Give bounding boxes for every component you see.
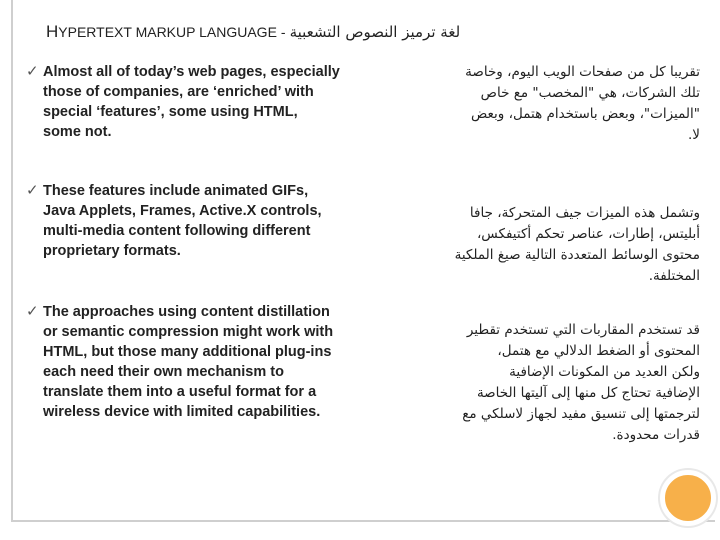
- slide-frame-left: [11, 0, 13, 520]
- decorative-circle: [660, 470, 716, 526]
- title-english: YPERTEXT MARKUP LANGUAGE: [58, 24, 277, 40]
- bullet-1-arabic: تقريبا كل من صفحات الويب اليوم، وخاصة تلك الشركات، هي "المخصب" مع خاص "الميزات"، وبعض باستخدام هتمل، وبعض لا.: [465, 64, 700, 143]
- title-arabic: لغة ترميز النصوص التشعبية: [289, 23, 461, 41]
- check-mark-icon: ✓: [26, 303, 39, 320]
- check-mark-icon: ✓: [26, 182, 39, 199]
- slide-title: [46, 22, 666, 52]
- bullet-3-english: The approaches using content distillation or semantic compression might work with HTML, but those many additional plug-ins each need their own mechanism to translate them into a useful format for a wireless device with limited capabilities.: [43, 304, 334, 420]
- title-initial: H: [46, 22, 59, 41]
- slide-frame-bottom: [11, 520, 715, 522]
- bullet-3-arabic: قد تستخدم المقاربات التي تستخدم تقطير المحتوى أو الضغط الدلالي مع هتمل، ولكن العديد من المكونات الإضافية الإضافية تحتاج كل منها إلى آليتها الخاصة لترجمتها إلى تنسيق مفيد لجهاز لاسلكي مع قدرات محدودة.: [462, 322, 700, 443]
- title-separator: -: [280, 24, 286, 40]
- check-mark-icon: ✓: [26, 63, 39, 80]
- bullet-1-english: Almost all of today’s web pages, especially those of companies, are ‘enriched’ with special ‘features’, some using HTML, some not.: [43, 64, 340, 140]
- bullet-2-english: These features include animated GIFs, Java Applets, Frames, Active.X controls, multi-media content following different proprietary formats.: [43, 183, 322, 259]
- bullet-2-arabic: وتشمل هذه الميزات جيف المتحركة، جافا أبليتس، إطارات، عناصر تحكم أكتيفكس، محتوى الوسائط المتعددة التالية صيغ الملكية المختلفة.: [454, 205, 700, 284]
